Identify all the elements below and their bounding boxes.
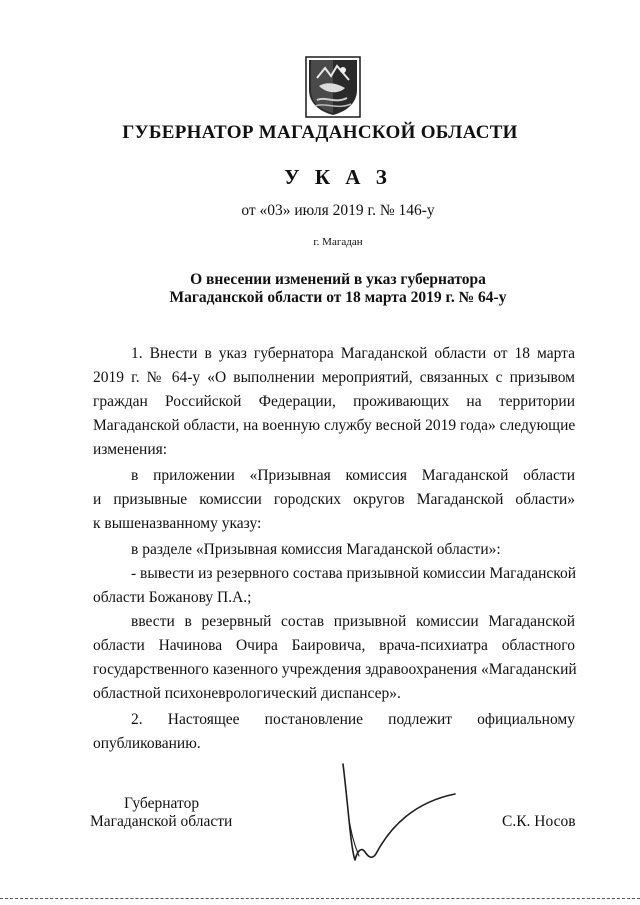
document-type: У К А З: [284, 165, 392, 189]
body-line: 2. Настоящее постановление подлежит официальному: [131, 711, 575, 728]
body-line: государственного казенного учреждения здравоохранения «Магаданский: [93, 661, 577, 678]
body-line: Магаданской области, на военную службу весной 2019 года» следующие: [93, 417, 576, 434]
signatory-position: Губернатор: [124, 795, 200, 812]
body-line: изменения:: [93, 441, 168, 458]
subject-line: Магаданской области от 18 марта 2019 г. № 64-у: [169, 289, 507, 306]
body-line: граждан Российской Федерации, проживающих на территории: [93, 393, 575, 410]
subject-line: О внесении изменений в указ губернатора: [190, 271, 486, 288]
document-subject: [0, 271, 640, 307]
body-line: области Начинова Очира Баировича, врача-психиатра областного: [93, 637, 575, 654]
body-line: и призывные комиссии городских округов Магаданской области»: [93, 491, 575, 508]
signatory-position: Магаданской области: [90, 813, 233, 830]
body-line: опубликованию.: [93, 735, 201, 752]
body-line: в приложении «Призывная комиссия Магаданской области: [131, 467, 575, 484]
page-edge-rule: [0, 898, 640, 899]
body-line: к вышеназванному указу:: [93, 515, 262, 532]
body-line: ввести в резервный состав призывной комиссии Магаданской: [131, 613, 575, 630]
body-line: 2019 г. № 64-у «О выполнении мероприятий, связанных с призывом: [93, 369, 575, 386]
document-date-number: от «03» июля 2019 г. № 146-у: [241, 202, 435, 219]
body-line: 1. Внести в указ губернатора Магаданской области от 18 марта: [131, 345, 575, 362]
body-line: областной психоневрологический диспансер».: [93, 685, 401, 702]
body-line: в разделе «Призывная комиссия Магаданской области»:: [131, 541, 501, 558]
document-city: г. Магадан: [313, 236, 363, 248]
signatory-name: С.К. Носов: [502, 813, 576, 830]
handwritten-signature: [335, 760, 465, 870]
body-line: - вывести из резервного состава призывной комиссии Магаданской: [131, 565, 577, 582]
issuing-authority: ГУБЕРНАТОР МАГАДАНСКОЙ ОБЛАСТИ: [122, 122, 518, 143]
body-line: области Божанову П.А.;: [93, 589, 252, 606]
magadan-coat-of-arms-icon: [305, 56, 361, 118]
